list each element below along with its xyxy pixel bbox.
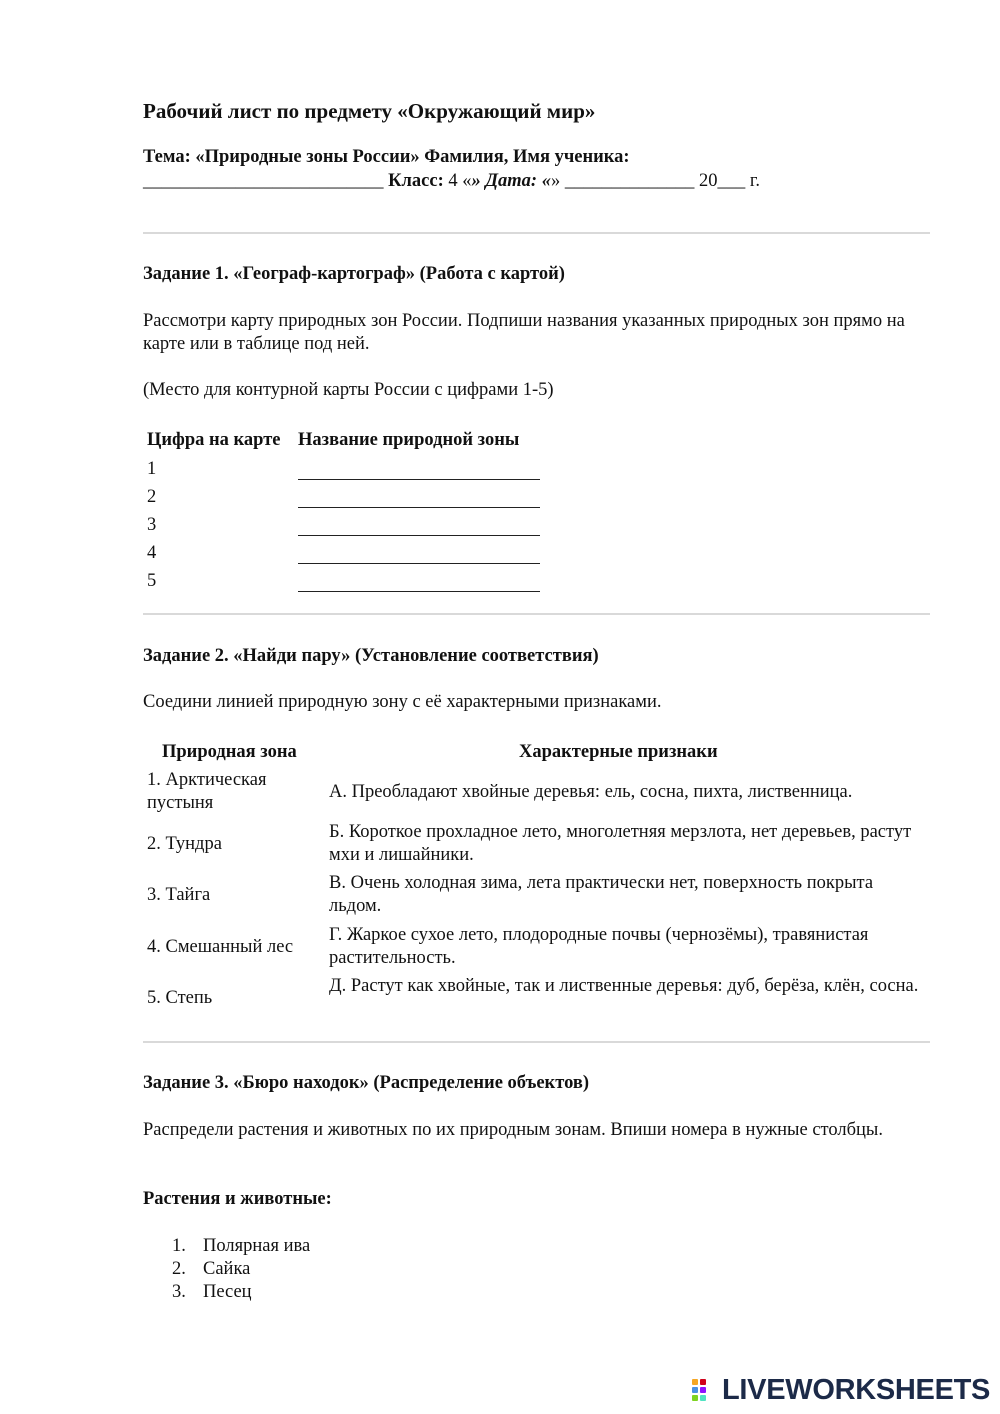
- list-item-number: 3.: [172, 1282, 186, 1302]
- map-row-number: 2: [147, 487, 157, 507]
- list-title: Растения и животные:: [143, 1189, 332, 1209]
- task3-instruction: Распредели растения и животных по их природным зонам. Впиши номера в нужные столбцы.: [143, 1120, 883, 1140]
- sign-item[interactable]: Д. Растут как хвойные, так и лиственные деревья: дуб, берёза, клён, сосна.: [329, 976, 919, 996]
- list-item-number: 1.: [172, 1236, 186, 1256]
- list-item-number: 2.: [172, 1259, 186, 1279]
- divider: [143, 232, 930, 234]
- divider: [143, 1041, 930, 1043]
- liveworksheets-icon: [690, 1378, 718, 1404]
- topic-line: Тема: «Природные зоны России» Фамилия, Имя ученика:: [143, 147, 630, 167]
- date-blank[interactable]: » ______________ 20___ г.: [550, 171, 760, 191]
- col-header-zone-name: Название природной зоны: [298, 430, 520, 450]
- task1-instruction: Рассмотри карту природных зон России. Подпиши названия указанных природных зон прямо на карте или в таблице под ней.: [143, 311, 905, 354]
- zone-item[interactable]: 2. Тундра: [147, 834, 222, 854]
- col-header-signs: Характерные признаки: [519, 742, 718, 762]
- student-info-line: [143, 171, 760, 192]
- name-blank[interactable]: __________________________: [143, 171, 384, 191]
- task3-title: Задание 3. «Бюро находок» (Распределение объектов): [143, 1073, 590, 1093]
- class-label: Класс:: [388, 171, 444, 191]
- divider: [143, 613, 930, 615]
- map-placeholder: (Место для контурной карты России с цифрами 1-5): [143, 380, 554, 400]
- sign-item[interactable]: Г. Жаркое сухое лето, плодородные почвы (чернозёмы), травянистая растительность.: [329, 925, 869, 968]
- map-row-number: 5: [147, 571, 157, 591]
- sign-item[interactable]: В. Очень холодная зима, лета практически нет, поверхность покрыта льдом.: [329, 873, 874, 916]
- sign-item[interactable]: Б. Короткое прохладное лето, многолетняя мерзлота, нет деревьев, растут мхи и лишайники.: [329, 822, 912, 865]
- brand-name: LIVEWORKSHEETS: [722, 1374, 991, 1406]
- date-label: » Дата: «: [471, 171, 551, 191]
- list-item: Песец: [203, 1282, 252, 1302]
- col-header-zone: Природная зона: [162, 742, 297, 762]
- zone-name-blank-3[interactable]: [298, 535, 540, 536]
- map-row-number: 1: [147, 459, 157, 479]
- zone-name-blank-1[interactable]: [298, 479, 540, 480]
- list-item: Сайка: [203, 1259, 251, 1279]
- col-header-number: Цифра на карте: [147, 430, 281, 450]
- zone-item[interactable]: 1. Арктическая пустыня: [147, 770, 267, 813]
- class-value: 4 «: [443, 171, 472, 191]
- zone-item[interactable]: 3. Тайга: [147, 885, 211, 905]
- zone-name-blank-2[interactable]: [298, 507, 540, 508]
- zone-name-blank-5[interactable]: [298, 591, 540, 592]
- map-row-number: 3: [147, 515, 157, 535]
- worksheet-title: Рабочий лист по предмету «Окружающий мир»: [143, 99, 596, 123]
- zone-item[interactable]: 5. Степь: [147, 988, 213, 1008]
- task2-title: Задание 2. «Найди пару» (Установление соответствия): [143, 646, 599, 666]
- task2-instruction: Соедини линией природную зону с её характерными признаками.: [143, 692, 662, 712]
- list-item: Полярная ива: [203, 1236, 311, 1256]
- zone-name-blank-4[interactable]: [298, 563, 540, 564]
- map-row-number: 4: [147, 543, 157, 563]
- sign-item[interactable]: А. Преобладают хвойные деревья: ель, сосна, пихта, лиственница.: [329, 782, 853, 802]
- zone-item[interactable]: 4. Смешанный лес: [147, 937, 294, 957]
- task1-title: Задание 1. «Географ-картограф» (Работа с картой): [143, 264, 565, 284]
